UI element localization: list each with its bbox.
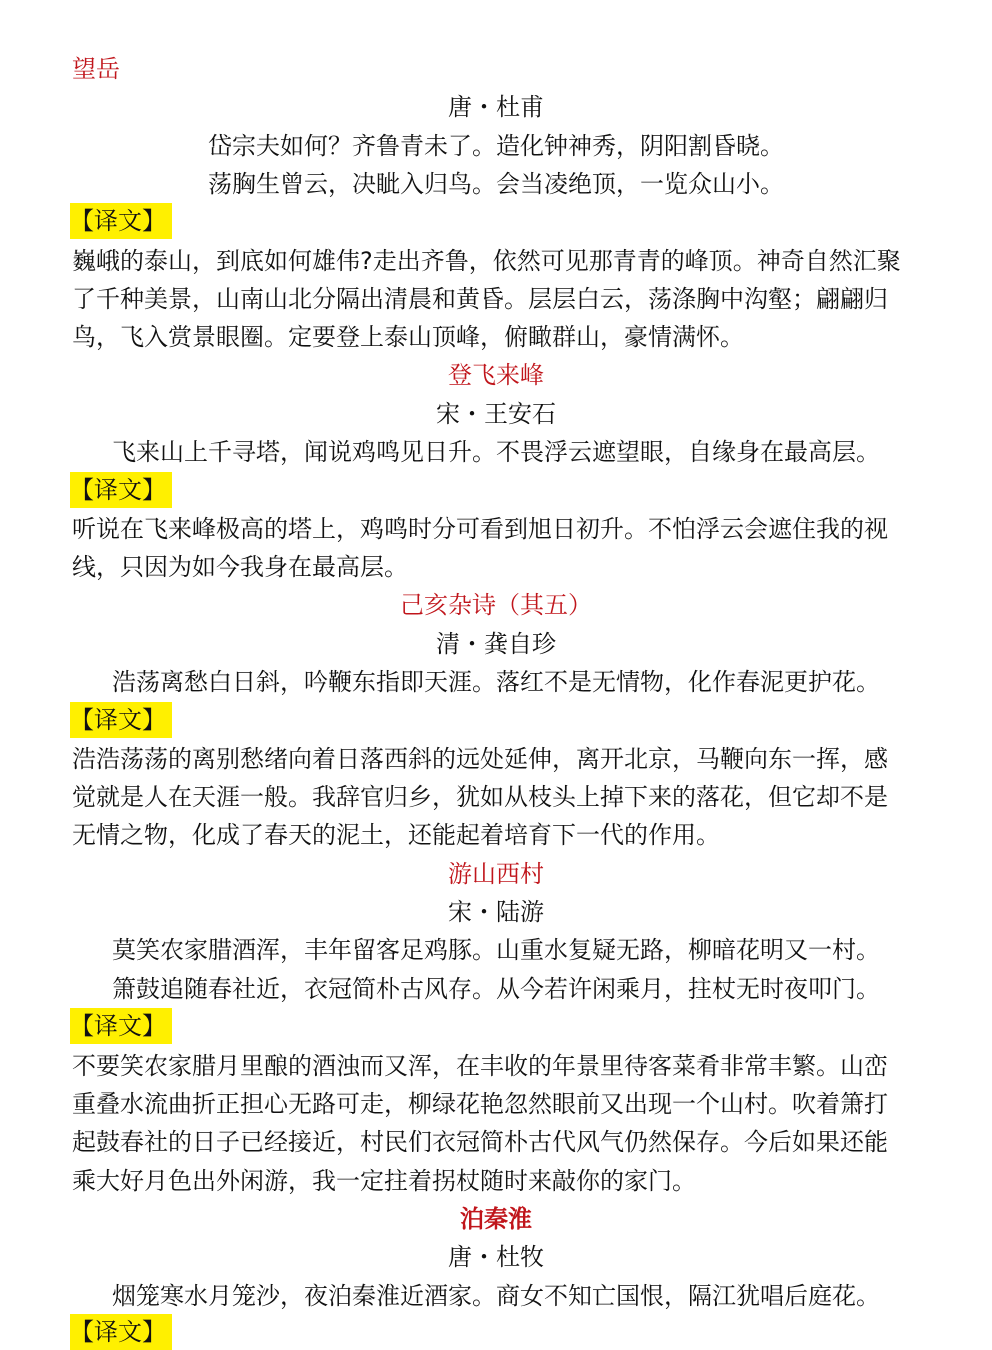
translation-line: 无情之物，化成了春天的泥土，还能起着培育下一代的作用。 <box>72 821 720 849</box>
translation-line: 重叠水流曲折正担心无路可走，柳绿花艳忽然眼前又出现一个山村。吹着箫打 <box>72 1090 888 1118</box>
poem-title: 泊秦淮 <box>460 1205 532 1233</box>
poem-author: 唐・杜牧 <box>448 1243 544 1271</box>
poem-line: 烟笼寒水月笼沙，夜泊秦淮近酒家。商女不知亡国恨，隔江犹唱后庭花。 <box>112 1282 880 1310</box>
poem-line: 岱宗夫如何？齐鲁青未了。造化钟神秀，阴阳割昏晓。 <box>208 132 784 160</box>
translation-line: 乘大好月色出外闲游，我一定拄着拐杖随时来敲你的家门。 <box>72 1167 696 1195</box>
poem-author: 唐・杜甫 <box>448 93 544 121</box>
translation-tag: 【译文】 <box>70 1314 172 1350</box>
translation-line: 了千种美景，山南山北分隔出清晨和黄昏。层层白云，荡涤胸中沟壑；翩翩归 <box>72 285 888 313</box>
translation-line: 巍峨的泰山，到底如何雄伟?走出齐鲁，依然可见那青青的峰顶。神奇自然汇聚 <box>72 247 901 275</box>
poem-line: 箫鼓追随春社近，衣冠简朴古风存。从今若许闲乘月，拄杖无时夜叩门。 <box>112 975 880 1003</box>
translation-line: 起鼓春社的日子已经接近，村民们衣冠简朴古代风气仍然保存。今后如果还能 <box>72 1128 888 1156</box>
poem-line: 浩荡离愁白日斜，吟鞭东指即天涯。落红不是无情物，化作春泥更护花。 <box>112 668 880 696</box>
poem-line: 荡胸生曾云，决眦入归鸟。会当凌绝顶，一览众山小。 <box>208 170 784 198</box>
poem-title: 登飞来峰 <box>448 361 544 389</box>
poem-line: 飞来山上千寻塔，闻说鸡鸣见日升。不畏浮云遮望眼，自缘身在最高层。 <box>112 438 880 466</box>
translation-line: 听说在飞来峰极高的塔上，鸡鸣时分可看到旭日初升。不怕浮云会遮住我的视 <box>72 515 888 543</box>
translation-tag: 【译文】 <box>70 472 172 508</box>
poem-line: 莫笑农家腊酒浑，丰年留客足鸡豚。山重水复疑无路，柳暗花明又一村。 <box>112 936 880 964</box>
translation-line: 不要笑农家腊月里酿的酒浊而又浑，在丰收的年景里待客菜肴非常丰繁。山峦 <box>72 1052 888 1080</box>
translation-line: 线，只因为如今我身在最高层。 <box>72 553 408 581</box>
poem-author: 宋・陆游 <box>448 898 544 926</box>
translation-line: 觉就是人在天涯一般。我辞官归乡，犹如从枝头上掉下来的落花，但它却不是 <box>72 783 888 811</box>
poem-title: 游山西村 <box>448 860 544 888</box>
translation-line: 浩浩荡荡的离别愁绪向着日落西斜的远处延伸，离开北京，马鞭向东一挥，感 <box>72 745 888 773</box>
poem-title: 己亥杂诗（其五） <box>400 591 592 619</box>
translation-tag: 【译文】 <box>70 1008 172 1044</box>
poem-title: 望岳 <box>72 55 120 83</box>
poem-author: 宋・王安石 <box>436 400 556 428</box>
translation-tag: 【译文】 <box>70 203 172 239</box>
poem-author: 清・龚自珍 <box>436 630 556 658</box>
translation-tag: 【译文】 <box>70 702 172 738</box>
translation-line: 鸟，飞入赏景眼圈。定要登上泰山顶峰，俯瞰群山，豪情满怀。 <box>72 323 744 351</box>
